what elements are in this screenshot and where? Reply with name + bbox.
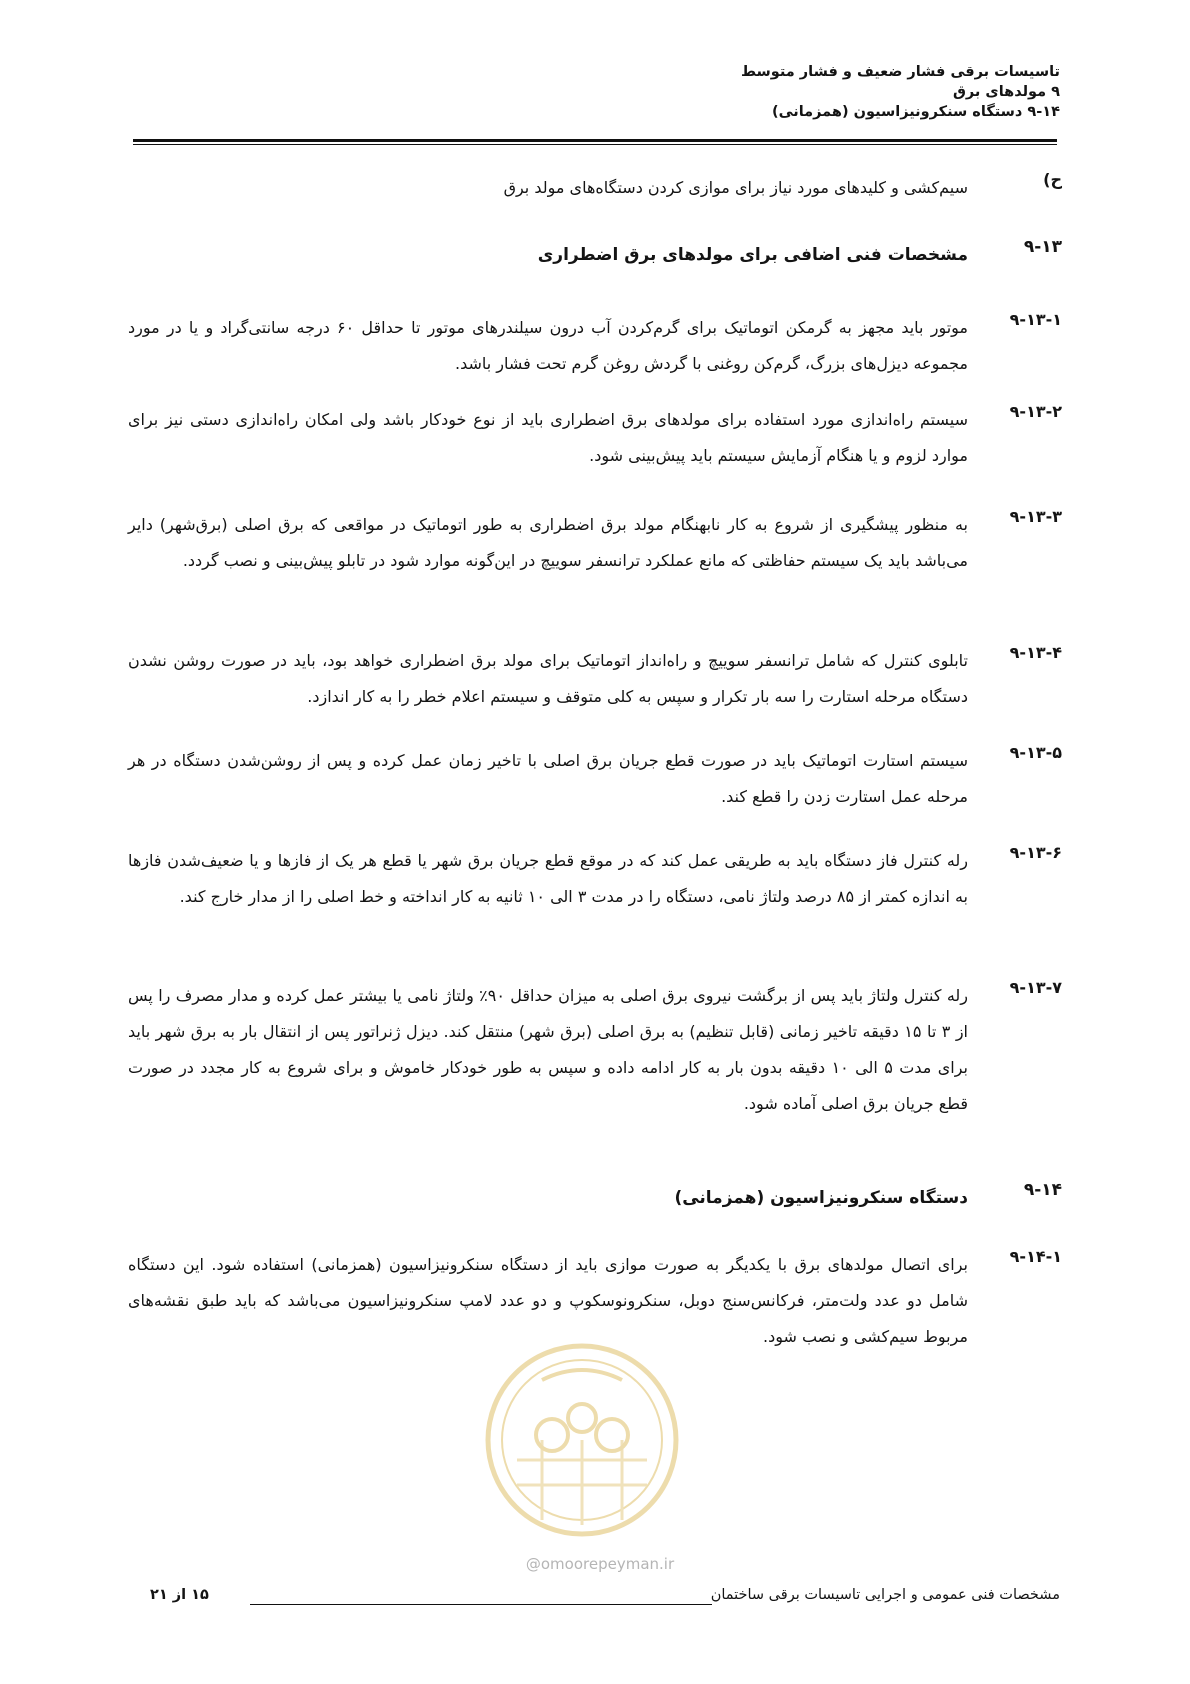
clause-number: ۹-۱۳-۵ — [1009, 743, 1062, 762]
page-footer — [130, 1587, 1060, 1611]
clause-text: سیستم استارت اتوماتیک باید در صورت قطع جریان برق اصلی با تاخیر زمان عمل کرده و پس از روشن‌شدن دستگاه در هر مرحله عمل استارت زدن را قطع کند. — [128, 751, 968, 806]
clause-9-13-5 — [128, 743, 1062, 815]
clause-number: ۹-۱۳-۲ — [1009, 402, 1062, 421]
clause-number: ۹-۱۳-۶ — [1009, 843, 1062, 862]
clause-9-13-4 — [128, 643, 1062, 715]
clause-number: ۹-۱۴-۱ — [1009, 1247, 1062, 1266]
clause-text: به منظور پیشگیری از شروع به کار نابهنگام مولد برق اضطراری به طور اتوماتیک در مواقعی که برق اصلی (برق‌شهر) دایر می‌باشد باید یک سیستم حفاظتی که مانع عملکرد ترانسفر سوییچ در این‌گونه موارد شود در تابلو پیش‌بینی و نصب گردد. — [128, 515, 968, 570]
clause-9-13-7 — [128, 978, 1062, 1122]
section-heading-9-14 — [128, 1180, 1062, 1216]
seal-watermark-icon — [482, 1340, 682, 1540]
section-number: ۹-۱۳ — [1023, 237, 1062, 257]
clause-9-13-6 — [128, 843, 1062, 915]
clause-number: ۹-۱۳-۷ — [1009, 978, 1062, 997]
clause-number: ۹-۱۳-۴ — [1009, 643, 1062, 662]
page-number: ۱۵ از ۲۱ — [150, 1587, 209, 1603]
section-title: مشخصات فنی اضافی برای مولدهای برق اضطراری — [537, 245, 968, 265]
header-section: ۹-۱۴ دستگاه سنکرونیزاسیون (همزمانی) — [771, 104, 1060, 120]
footer-title: مشخصات فنی عمومی و اجرایی تاسیسات برقی ساختمان — [710, 1587, 1060, 1603]
clause-text: موتور باید مجهز به گرمکن اتوماتیک برای گرم‌کردن آب درون سیلندرهای موتور تا حداقل ۶۰ درجه سانتی‌گراد و یا در مورد مجموعه دیزل‌های بزرگ، گرم‌کن روغنی با گردش روغن گرم تحت فشار باشد. — [128, 318, 968, 373]
item-text: سیم‌کشی و کلیدهای مورد نیاز برای موازی کردن دستگاه‌های مولد برق — [503, 178, 968, 197]
clause-number: ۹-۱۳-۳ — [1009, 507, 1062, 526]
header-chapter: ۹ مولدهای برق — [952, 84, 1060, 100]
section-title: دستگاه سنکرونیزاسیون (همزمانی) — [674, 1188, 968, 1208]
clause-number: ۹-۱۳-۱ — [1009, 310, 1062, 329]
clause-text: برای اتصال مولدهای برق با یکدیگر به صورت موازی باید از دستگاه سنکرونیزاسیون (همزمانی) استفاده شود. این دستگاه شامل دو عدد ولت‌متر، فرکانس‌سنج دوبل، سنکرونوسکوپ و دو عدد لامپ سنکرونیزاسیون می‌باشد که باید طبق نقشه‌های مربوط سیم‌کشی و نصب شود. — [128, 1255, 968, 1346]
footer-rule — [250, 1604, 712, 1605]
clause-text: رله کنترل ولتاژ باید پس از برگشت نیروی برق اصلی به میزان حداقل ۹۰٪ ولتاژ نامی یا بیشتر عمل کرده و مدار مصرف را پس از ۳ تا ۱۵ دقیقه تاخیر زمانی (قابل تنظیم) به برق اصلی (برق شهر) منتقل کند. دیزل ژنراتور پس از انتقال بار به برق شهر باید برای مدت ۵ الی ۱۰ دقیقه بدون بار به کار ادامه داده و سپس به طور خودکار خاموش و برای شروع به کار مجدد در صورت قطع جریان برق اصلی آماده شود. — [128, 986, 969, 1113]
item-h — [128, 170, 1062, 206]
header-book-title: تاسیسات برقی فشار ضعیف و فشار متوسط — [740, 64, 1060, 80]
clause-9-14-1 — [128, 1247, 1062, 1355]
section-number: ۹-۱۴ — [1023, 1180, 1062, 1200]
watermark-url: @omoorepeyman.ir — [525, 1555, 675, 1573]
clause-text: رله کنترل فاز دستگاه باید به طریقی عمل کند که در موقع قطع جریان برق شهر یا قطع هر یک از فازها و یا ضعیف‌شدن فازها به اندازه کمتر از ۸۵ درصد ولتاژ نامی، دستگاه را در مدت ۳ الی ۱۰ ثانیه به کار انداخته و خط اصلی را از مدار خارج کند. — [128, 851, 968, 906]
clause-text: سیستم راه‌اندازی مورد استفاده برای مولدهای برق اضطراری باید از نوع خودکار باشد ولی امکان راه‌اندازی دستی نیز برای موارد لزوم و یا هنگام آزمایش سیستم باید پیش‌بینی شود. — [128, 410, 968, 465]
clause-9-13-2 — [128, 402, 1062, 474]
header-rule-thick — [133, 139, 1057, 142]
header-rule-thin — [133, 144, 1057, 145]
clause-9-13-1 — [128, 310, 1062, 382]
clause-9-13-3 — [128, 507, 1062, 579]
running-header — [130, 62, 1060, 122]
clause-text: تابلوی کنترل که شامل ترانسفر سوییچ و راه‌انداز اتوماتیک برای مولد برق اضطراری خواهد بود، باید در صورت روشن نشدن دستگاه مرحله استارت را سه بار تکرار و سپس به کلی متوقف و سیستم اعلام خطر را به کار اندازد. — [128, 651, 968, 706]
item-number: ح) — [1043, 170, 1062, 189]
section-heading-9-13 — [128, 237, 1062, 273]
